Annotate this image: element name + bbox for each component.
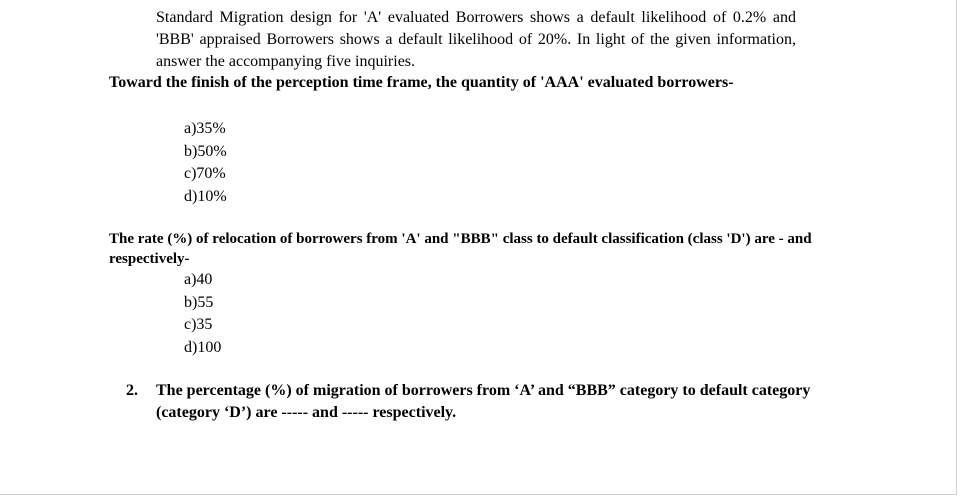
question-1-text: Toward the finish of the perception time frame, the quantity of 'AAA' evaluated borrowers-: [109, 74, 734, 91]
question-1-option-d: d)10%: [184, 187, 227, 205]
question-1-option-c: c)70%: [184, 165, 226, 182]
question-2-options: [184, 269, 221, 359]
question-2-option-a: a)40: [184, 271, 213, 288]
numbered-question: [126, 380, 826, 424]
question-1-option-a: a)35%: [184, 120, 226, 137]
question-1-options: [184, 118, 227, 208]
question-2-option-d: d)100: [184, 338, 222, 356]
numbered-question-text: The percentage (%) of migration of borrowers from ‘A’ and “BBB” category to default category (category ‘D’) are ----- and ----- respectively.: [156, 382, 811, 421]
question-2-option-b: b)55: [184, 293, 214, 311]
question-2-text: The rate (%) of relocation of borrowers from 'A' and "BBB" class to default classification (class 'D') are - and respectively-: [109, 231, 812, 267]
question-1-option-b: b)50%: [184, 142, 227, 160]
question-2-option-c: c)35: [184, 316, 213, 333]
numbered-question-number: 2.: [126, 382, 138, 399]
intro-paragraph: Standard Migration design for 'A' evaluated Borrowers shows a default likelihood of 0.2% and 'BBB' appraised Borrowers shows a default likelihood of 20%. In light of the given information, answer the accompanying five inquiries.: [156, 9, 796, 70]
